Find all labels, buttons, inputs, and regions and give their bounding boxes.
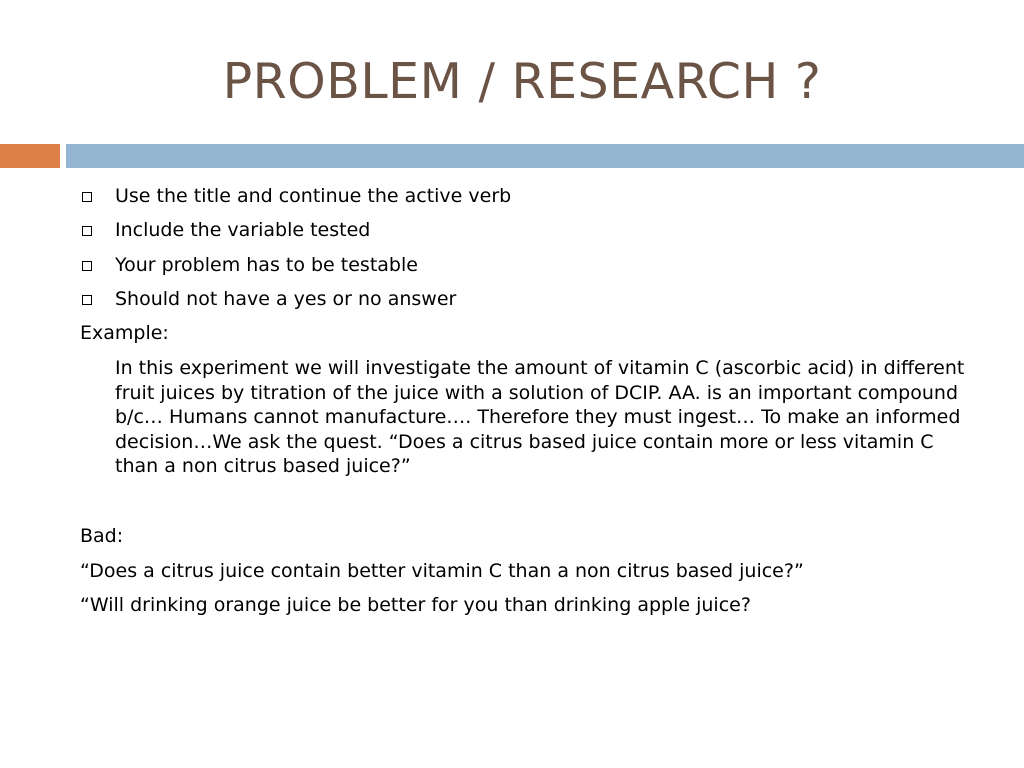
bullet-text: Include the variable tested	[115, 219, 371, 241]
square-bullet-icon	[82, 192, 92, 202]
square-bullet-icon	[82, 226, 92, 236]
bullet-text: Use the title and continue the active verb	[115, 185, 512, 207]
square-bullet-icon	[82, 295, 92, 305]
example-label: Example:	[80, 322, 169, 344]
bad-label: Bad:	[80, 525, 124, 547]
bullet-text: Your problem has to be testable	[115, 254, 418, 276]
bad-example: “Does a citrus juice contain better vitamin C than a non citrus based juice?”	[80, 560, 804, 582]
accent-bar-orange	[0, 144, 60, 168]
accent-bar-blue	[66, 144, 1024, 168]
slide-title: PROBLEM / RESEARCH ?	[222, 53, 822, 110]
bad-example: “Will drinking orange juice be better for you than drinking apple juice?	[80, 594, 751, 616]
example-paragraph: In this experiment we will investigate the amount of vitamin C (ascorbic acid) in different fruit juices by titration of the juice with a solution of DCIP. AA. is an important compound b/c… Humans cannot manufacture…. Therefore they must ingest… To make an informed decision…We ask the quest. “Does a citrus based juice contain more or less vitamin C than a non citrus based juice?”	[115, 357, 965, 478]
square-bullet-icon	[82, 261, 92, 271]
bullet-text: Should not have a yes or no answer	[115, 288, 457, 310]
